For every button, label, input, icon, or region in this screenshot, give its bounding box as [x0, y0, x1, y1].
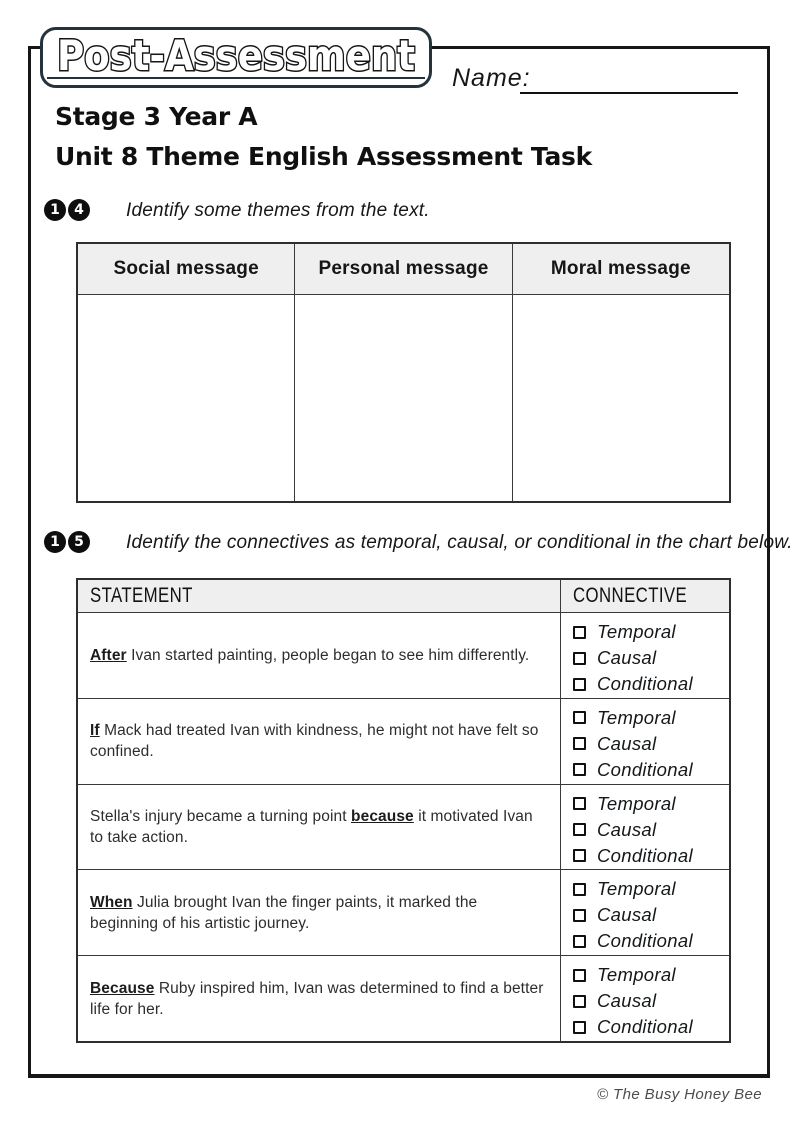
- theme-table-body: [78, 295, 729, 501]
- statement-pre: Stella's injury became a turning point: [90, 807, 352, 825]
- page-title: Post-Assessment: [57, 31, 415, 80]
- statement-text: [90, 806, 546, 848]
- table-row: [78, 870, 729, 956]
- option-label-temporal: Temporal: [597, 964, 676, 986]
- q15-digit-2: 5: [68, 531, 90, 553]
- checkbox-temporal[interactable]: [573, 883, 586, 896]
- statement-cell: [78, 613, 561, 698]
- title-badge: [40, 27, 432, 88]
- option-label-conditional: Conditional: [597, 673, 693, 694]
- statement-cell: [78, 785, 561, 870]
- question-14: [44, 199, 430, 222]
- checkbox-conditional[interactable]: [573, 1021, 586, 1034]
- option-conditional: [573, 843, 729, 869]
- option-label-causal: Causal: [597, 904, 657, 926]
- theme-col-moral: Moral message: [550, 258, 691, 279]
- connective-cell: [561, 870, 729, 955]
- option-temporal: [573, 619, 729, 645]
- connective-cell: [561, 785, 729, 870]
- statement-connective-word: After: [90, 646, 127, 664]
- option-causal: [573, 902, 729, 928]
- statement-text: [90, 978, 546, 1020]
- checkbox-conditional[interactable]: [573, 678, 586, 691]
- theme-table-header: [78, 244, 729, 295]
- statement-post: it motivated Ivan to take action.: [90, 807, 533, 846]
- table-row: [78, 613, 729, 699]
- unit-heading: Unit 8 Theme English Assessment Task: [55, 142, 592, 171]
- checkbox-temporal[interactable]: [573, 969, 586, 982]
- statement-connective-word: Because: [90, 979, 155, 997]
- theme-col-social: Social message: [78, 244, 295, 294]
- theme-col-personal: Personal message: [295, 244, 512, 294]
- theme-answer-cell-moral[interactable]: [513, 295, 729, 501]
- checkbox-causal[interactable]: [573, 737, 586, 750]
- option-temporal: [573, 876, 729, 902]
- option-causal: [573, 731, 729, 757]
- checkbox-conditional[interactable]: [573, 763, 586, 776]
- theme-table: [76, 242, 731, 503]
- option-label-causal: Causal: [597, 990, 657, 1012]
- name-row: [452, 64, 531, 93]
- table-row: [78, 956, 729, 1041]
- copyright-credit: © The Busy Honey Bee: [597, 1086, 762, 1103]
- statement-connective-word: If: [90, 722, 100, 740]
- theme-answer-cell-personal[interactable]: [295, 295, 512, 501]
- question-15: [44, 531, 793, 554]
- option-label-temporal: Temporal: [597, 621, 676, 642]
- connective-cell: [561, 956, 729, 1041]
- table-row: [78, 785, 729, 871]
- q14-digit-2: 4: [68, 199, 90, 221]
- checkbox-causal[interactable]: [573, 652, 586, 665]
- name-input-line[interactable]: [520, 92, 738, 94]
- connective-cell: [561, 613, 729, 698]
- option-causal: [573, 988, 729, 1014]
- checkbox-causal[interactable]: [573, 823, 586, 836]
- option-temporal: [573, 962, 729, 988]
- checkbox-conditional[interactable]: [573, 849, 586, 862]
- badge-underline: [47, 77, 425, 79]
- theme-answer-cell-social[interactable]: [78, 295, 295, 501]
- statement-cell: [78, 956, 561, 1041]
- connective-header-cell: [561, 580, 729, 612]
- option-label-causal: Causal: [597, 732, 657, 754]
- option-conditional: [573, 1014, 729, 1040]
- q15-digit-1: 1: [44, 531, 66, 553]
- option-label-temporal: Temporal: [597, 792, 676, 814]
- statement-text: [90, 720, 546, 762]
- connective-cell: [561, 699, 729, 784]
- option-conditional: [573, 757, 729, 783]
- checkbox-temporal[interactable]: [573, 626, 586, 639]
- statement-connective-word: because: [351, 807, 414, 825]
- connective-header-label: CONNECTIVE: [573, 584, 688, 607]
- option-label-causal: Causal: [597, 818, 657, 840]
- option-label-conditional: Conditional: [597, 1016, 693, 1038]
- statement-connective-word: When: [90, 893, 133, 911]
- statement-text: [90, 892, 546, 934]
- statement-post: Mack had treated Ivan with kindness, he might not have felt so confined.: [90, 722, 539, 761]
- option-label-temporal: Temporal: [597, 878, 676, 900]
- statement-header-label: STATEMENT: [90, 584, 193, 607]
- option-conditional: [573, 671, 729, 697]
- q15-instruction: Identify the connectives as temporal, causal, or conditional in the chart below.: [126, 532, 793, 553]
- statement-post: Ivan started painting, people began to see him differently.: [126, 646, 530, 664]
- statement-cell: [78, 699, 561, 784]
- statement-text: [90, 645, 529, 666]
- option-causal: [573, 645, 729, 671]
- option-conditional: [573, 928, 729, 954]
- option-label-conditional: Conditional: [597, 930, 693, 952]
- checkbox-conditional[interactable]: [573, 935, 586, 948]
- stage-heading: Stage 3 Year A: [55, 102, 258, 131]
- option-label-temporal: Temporal: [597, 706, 676, 728]
- statement-post: Ruby inspired him, Ivan was determined to find a better life for her.: [90, 979, 544, 1018]
- checkbox-causal[interactable]: [573, 995, 586, 1008]
- connective-table-header: [78, 580, 729, 613]
- option-label-causal: Causal: [597, 647, 657, 668]
- name-label: Name:: [452, 64, 531, 92]
- option-label-conditional: Conditional: [597, 758, 693, 780]
- option-label-conditional: Conditional: [597, 844, 693, 866]
- checkbox-temporal[interactable]: [573, 711, 586, 724]
- table-row: [78, 699, 729, 785]
- connective-table: [76, 578, 731, 1043]
- checkbox-temporal[interactable]: [573, 797, 586, 810]
- statement-post: Julia brought Ivan the finger paints, it marked the beginning of his artistic journey.: [90, 893, 478, 932]
- option-causal: [573, 817, 729, 843]
- q14-digit-1: 1: [44, 199, 66, 221]
- checkbox-causal[interactable]: [573, 909, 586, 922]
- option-temporal: [573, 791, 729, 817]
- q14-instruction: Identify some themes from the text.: [126, 200, 430, 221]
- option-temporal: [573, 705, 729, 731]
- statement-header-cell: [78, 580, 561, 612]
- statement-cell: [78, 870, 561, 955]
